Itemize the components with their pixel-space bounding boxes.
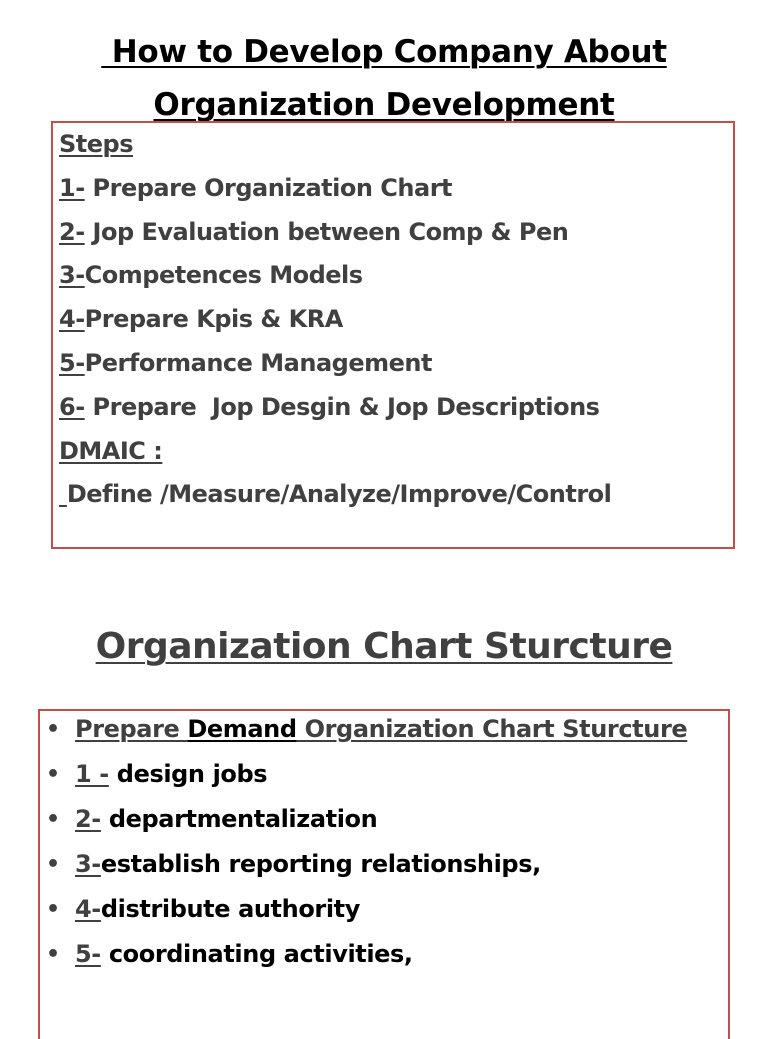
bullet-icon: • <box>46 717 60 742</box>
slide1-title <box>0 26 768 132</box>
dmaic-heading: DMAIC : <box>59 436 163 465</box>
step-item-4 <box>59 298 611 342</box>
step-number: 2- <box>59 217 85 246</box>
step-text: Prepare Kpis & KRA <box>84 305 343 334</box>
bullet-item-5: • 5- coordinating activities, <box>44 936 704 973</box>
bullet-item-1: • 1 - design jobs <box>44 756 704 793</box>
step-text: Competences Models <box>84 261 363 290</box>
bullet-item-3: • 3-establish reporting relationships, <box>44 846 704 883</box>
slide1-title-line2: Organization Development <box>153 87 615 123</box>
bullet-icon: • <box>46 942 60 967</box>
step-text: Prepare Jop Desgin & Jop Descriptions <box>84 392 600 421</box>
steps-heading: Steps <box>59 130 133 158</box>
org-chart-bullet-list <box>44 711 704 973</box>
step-item-6 <box>59 386 611 430</box>
dmaic-text: Define /Measure/Analyze/Improve/Control <box>66 480 612 509</box>
steps-list <box>59 123 611 517</box>
bullet-icon: • <box>46 852 60 877</box>
step-number: 1- <box>59 173 85 202</box>
slide1-title-line1: How to Develop Company About <box>101 34 667 70</box>
step-number: 6- <box>59 392 85 421</box>
step-text: Jop Evaluation between Comp & Pen <box>84 217 569 246</box>
bullet-item-2: • 2- departmentalization <box>44 801 704 838</box>
step-text: Performance Management <box>84 348 432 377</box>
bullet-icon: • <box>46 897 60 922</box>
step-number: 5- <box>59 348 85 377</box>
step-item-1 <box>59 167 611 211</box>
step-item-5 <box>59 342 611 386</box>
bullet-item-4: • 4-distribute authority <box>44 891 704 928</box>
step-number: 4- <box>59 305 85 334</box>
step-number: 3- <box>59 261 85 290</box>
bullet-item-prepare: • Prepare Demand Organization Chart Sturcture <box>44 711 704 748</box>
step-item-3 <box>59 254 611 298</box>
bullet-icon: • <box>46 762 60 787</box>
slide2-title: Organization Chart Sturcture <box>95 626 673 667</box>
bullet-icon: • <box>46 807 60 832</box>
step-item-2 <box>59 211 611 255</box>
step-text: Prepare Organization Chart <box>84 173 452 202</box>
